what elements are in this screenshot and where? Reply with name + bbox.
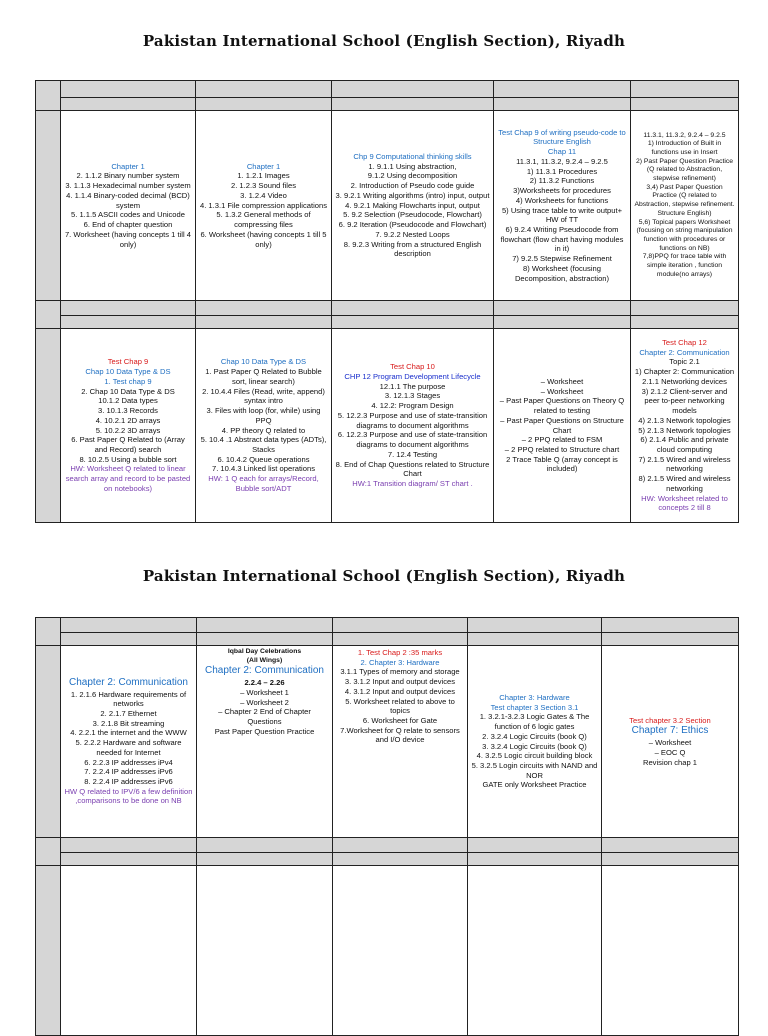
- cell-line: 5) 2.1.3 Network topologies: [638, 425, 731, 435]
- lesson-cell: [61, 355, 195, 495]
- cell-line: 4) Worksheets for functions: [515, 195, 609, 205]
- cell-line: 4. 9.2.1 Making Flowcharts input, output: [345, 200, 480, 210]
- cell-line: – 2 PPQ related to FSM: [521, 435, 603, 445]
- cell-line: 2) Past Paper Question Practice (Q related to Abstraction, stepwise refinement): [635, 157, 734, 183]
- cell-line: 6) 9.2.4 Writing Pseudocode from flowchart (flow chart having modules in it): [500, 224, 624, 254]
- cell-line: 3. 12.1.3 Stages: [384, 391, 441, 401]
- cell-line: Test Chap 10: [390, 362, 435, 372]
- cell-line: Chapter 1: [111, 161, 145, 171]
- weekly-plan-table-2: [35, 617, 739, 1036]
- header-row: [36, 618, 739, 633]
- cell-line: 5. 1.1.5 ASCII codes and Unicode: [71, 210, 185, 220]
- cell-line: 3.1.1 Types of memory and storage: [340, 667, 460, 677]
- cell-line: 5. 9.2 Selection (Pseudocode, Flowchart): [343, 210, 482, 220]
- cell-line: HW: Worksheet related to concepts 2 till 8: [641, 493, 728, 513]
- cell-line: 6. End of chapter question: [83, 220, 173, 230]
- cell-line: – Worksheet 2: [240, 697, 289, 707]
- cell-line: – Past Paper Questions on Structure Chart: [500, 415, 624, 435]
- cell-line: 2. Chap 10 Data Type & DS: [81, 386, 175, 396]
- cell-line: 2. 3.2.4 Logic Circuits (book Q): [482, 731, 587, 741]
- cell-line: Past Paper Question Practice: [214, 726, 315, 736]
- cell-line: Test Chap 9: [107, 357, 149, 367]
- cell-line: 12.1.1 The purpose: [379, 381, 446, 391]
- header-row: [36, 81, 739, 98]
- cell-line: 4. 1.1.4 Binary-coded decimal (BCD) system: [66, 190, 190, 210]
- cell-line: – EOC Q: [654, 747, 686, 757]
- lesson-cell: [196, 160, 331, 251]
- cell-line: 5. 3.2.5 Login circuits with NAND and NOR: [471, 760, 598, 780]
- cell-line: – Worksheet 1: [240, 687, 289, 697]
- cell-line: 1. 2.1.6 Hardware requirements of networks: [70, 689, 187, 709]
- cell-line: 4. 1.3.1 File compression applications: [199, 200, 328, 210]
- cell-line: 9.1.2 Using decomposition: [367, 171, 458, 181]
- cell-line: 7. 2.2.4 IP addresses iPv6: [84, 767, 173, 777]
- cell-line: 4) 2.1.3 Network topologies: [638, 415, 731, 425]
- cell-line: 7. 12.4 Testing: [387, 449, 438, 459]
- cell-line: 2.1.1 Networking devices: [642, 376, 727, 386]
- cell-line: 6. Worksheet (having concepts 1 till 5 only): [200, 229, 327, 249]
- cell-line: Chap 10 Data Type & DS: [220, 357, 307, 367]
- cell-line: 5. 1.3.2 General methods of compressing files: [216, 210, 311, 230]
- cell-line: 11.3.1, 11.3.2, 9.2.4 – 9.2.5: [643, 131, 726, 139]
- cell-line: 4. 12.2: Program Design: [371, 401, 454, 411]
- cell-line: 8. 10.2.5 Using a bubble sort: [79, 454, 177, 464]
- cell-line: 5) Using trace table to write output+ HW of TT: [501, 205, 623, 225]
- cell-line: 5. 12.2.3 Purpose and use of state-transition diagrams to document algorithms: [337, 410, 488, 430]
- cell-line: 4. PP theory Q related to: [221, 425, 306, 435]
- cell-line: 3. 1.1.3 Hexadecimal number system: [65, 181, 191, 191]
- lesson-cell: [494, 375, 630, 476]
- cell-line: 6. 2.2.3 IP addresses iPv4: [84, 757, 173, 767]
- lesson-cell: [332, 150, 493, 261]
- lesson-cell: [333, 646, 467, 747]
- cell-line: 6. 12.2.3 Purpose and use of state-transition diagrams to document algorithms: [337, 430, 488, 450]
- cell-line: 2. Introduction of Pseudo code guide: [350, 181, 475, 191]
- cell-line: – Chapter 2 End of Chapter Questions: [218, 707, 311, 727]
- cell-line: 7,8)PPQ for trace table with simple iteration , function module(no arrays): [642, 253, 727, 278]
- page-title: Pakistan International School (English Section), Riyadh: [142, 567, 626, 585]
- lesson-cell: [494, 126, 630, 286]
- cell-line: 8) 2.1.5 Wired and wireless networking: [638, 474, 731, 493]
- cell-line: Chapter 7: Ethics: [631, 725, 709, 737]
- cell-line: Test Chap 12: [662, 338, 707, 348]
- cell-line: 1. Test Chap 2 :35 marks: [357, 648, 443, 657]
- cell-line: 1) Chapter 2: Communication: [634, 367, 735, 377]
- cell-line: 3. 3.2.4 Logic Circuits (book Q): [482, 741, 587, 751]
- cell-line: 3. Files with loop (for, while) using PPQ: [206, 406, 321, 425]
- lesson-cell: [332, 360, 493, 490]
- cell-line: – 2 PPQ related to Structure chart: [504, 444, 620, 454]
- cell-line: Topic 2.1: [669, 357, 700, 367]
- cell-line: HW: 1 Q each for arrays/Record, Bubble sort/ADT: [208, 474, 319, 493]
- cell-line: 6. 10.4.2 Queue operations: [217, 454, 310, 464]
- cell-line: Chp 9 Computational thinking skills: [353, 152, 472, 162]
- cell-line: 1. Past Paper Q Related to Bubble sort, linear search): [205, 367, 322, 386]
- cell-line: Test chapter 3 Section 3.1: [490, 702, 579, 712]
- cell-line: 3. 10.1.3 Records: [98, 406, 158, 416]
- cell-line: CHP 12 Program Development Lifecycle: [344, 372, 481, 382]
- cell-line: 2. 1.2.3 Sound files: [230, 181, 296, 191]
- cell-line: 3. 1.2.4 Video: [240, 190, 287, 200]
- cell-line: 5. 10.2.2 3D arrays: [95, 425, 161, 435]
- cell-line: HW: Worksheet Q related to linear search array and record to be pasted on notebooks): [65, 464, 191, 493]
- cell-line: Chapter 2: Communication: [639, 347, 730, 357]
- cell-line: 7) 9.2.5 Stepwise Refinement: [512, 254, 612, 264]
- week-row-2: [36, 329, 739, 523]
- lesson-cell: [631, 130, 738, 282]
- cell-line: 4. 3.1.2 Input and output devices: [344, 686, 456, 696]
- cell-line: – Worksheet: [540, 376, 584, 386]
- cell-line: 6. 9.2 Iteration (Pseudocode and Flowchart): [338, 220, 487, 230]
- cell-line: 2. 10.4.4 Files (Read, write, append) syntax intro: [202, 386, 325, 406]
- cell-line: 8) Worksheet (focusing Decomposition, abstraction): [514, 263, 610, 283]
- header-row: [36, 838, 739, 853]
- cell-line: 11.3.1, 11.3.2, 9.2.4 – 9.2.5: [516, 156, 608, 166]
- cell-line: 1. 1.2.1 Images: [237, 171, 290, 181]
- cell-line: (All Wings): [246, 656, 283, 664]
- cell-line: 8. 9.2.3 Writing from a structured English description: [343, 239, 482, 259]
- cell-line: 5,6) Topical papers Worksheet (focusing on string manipulation function with procedures or functions on NB): [636, 218, 733, 252]
- cell-line: 3. 9.2.1 Writing algorithms (intro) input, output: [335, 190, 490, 200]
- cell-line: GATE only Worksheet Practice: [482, 780, 587, 790]
- cell-line: 3) 2.1.2 Client-server and peer to-peer networking models: [641, 386, 728, 416]
- cell-line: 7) 2.1.5 Wired and wireless networking: [638, 454, 731, 474]
- cell-line: – Past Paper Questions on Theory Q related to testing: [499, 396, 625, 416]
- cell-line: Chapter 3: Hardware: [499, 692, 570, 702]
- cell-line: 1. Test chap 9: [104, 376, 152, 386]
- header-row: [36, 301, 739, 316]
- cell-line: – Worksheet: [540, 386, 584, 396]
- cell-line: 4. 10.2.1 2D arrays: [95, 415, 161, 425]
- lesson-cell: [61, 675, 196, 808]
- cell-line: 6. Past Paper Q Related to (Array and Record) search: [71, 435, 185, 454]
- cell-line: Chap 10 Data Type & DS: [85, 367, 171, 377]
- cell-line: – Worksheet: [648, 738, 692, 748]
- lesson-cell: [61, 160, 195, 251]
- cell-line: HW:1 Transition diagram/ ST chart .: [352, 478, 473, 488]
- cell-line: 5. Worksheet related to above to topics: [345, 696, 455, 716]
- cell-line: 2. Chapter 3: Hardware: [360, 657, 440, 667]
- lesson-cell: [196, 355, 331, 495]
- cell-line: 2. 2.1.7 Ethernet: [100, 709, 157, 719]
- cell-line: Chap 11: [547, 147, 577, 157]
- subheader-row: [36, 853, 739, 866]
- cell-line: 2 Trace Table Q (array concept is included): [506, 454, 618, 474]
- cell-line: 6) 2.1.4 Public and private cloud computing: [640, 435, 729, 454]
- cell-line: 2. 1.1.2 Binary number system: [76, 171, 180, 181]
- cell-line: 7.Worksheet for Q relate to sensors and I/O device: [340, 725, 460, 745]
- cell-line: 7. 9.2.2 Nested Loops: [375, 229, 450, 239]
- cell-line: 4. 3.2.5 Logic circuit building block: [476, 751, 593, 761]
- cell-line: 4. 2.2.1 the internet and the WWW: [70, 728, 187, 738]
- lesson-cell: [602, 714, 738, 770]
- subheader-row: [36, 633, 739, 646]
- cell-line: 1. 9.1.1 Using abstraction,: [368, 161, 457, 171]
- week-row-3: [36, 646, 739, 838]
- cell-line: 8. End of Chap Questions related to Structure Chart: [335, 459, 490, 479]
- lesson-cell: [631, 336, 738, 515]
- week-row-1: [36, 111, 739, 301]
- cell-line: 1) Introduction of Built in functions use in Insert: [647, 140, 722, 157]
- lesson-cell: [197, 646, 332, 738]
- cell-line: 3. 3.1.2 Input and output devices: [344, 677, 456, 687]
- week-row-4: [36, 866, 739, 1036]
- cell-line: 1) 11.3.1 Procedures: [526, 166, 598, 176]
- cell-line: Chapter 1: [246, 161, 281, 171]
- cell-line: Chapter 2: Communication: [69, 676, 188, 688]
- cell-line: 3,4) Past Paper Question Practice (Q related to Abstraction, stepwise refinement. Structure English): [634, 183, 735, 217]
- lesson-cell: [468, 691, 601, 792]
- cell-line: HW Q related to IPV/6 a few definition ,comparisons to be done on NB: [64, 786, 193, 806]
- page-title: Pakistan International School (English Section), Riyadh: [142, 32, 626, 50]
- cell-line: Test chapter 3.2 Section: [629, 715, 711, 725]
- cell-line: Test Chap 9 of writing pseudo-code to Structure English: [498, 127, 626, 147]
- cell-line: 1. 3.2.1-3.2.3 Logic Gates & The function of 6 logic gates: [479, 712, 590, 732]
- cell-line: 3. 2.1.8 Bit streaming: [92, 718, 165, 728]
- cell-line: 5. 10.4 .1 Abstract data types (ADTs), Stacks: [200, 435, 327, 454]
- subheader-row: [36, 316, 739, 329]
- cell-line: Iqbal Day Celebrations: [227, 648, 302, 655]
- cell-line: 6. Worksheet for Gate: [362, 716, 438, 726]
- cell-line: 3)Worksheets for procedures: [513, 186, 611, 196]
- cell-line: Chapter 2: Communication: [205, 665, 324, 677]
- cell-line: 7. Worksheet (having concepts 1 till 4 only): [64, 229, 192, 249]
- weekly-plan-table-1: [35, 80, 739, 523]
- cell-line: 7. 10.4.3 Linked list operations: [211, 464, 315, 474]
- cell-line: 10.1.2 Data types: [98, 396, 158, 406]
- subheader-row: [36, 98, 739, 111]
- cell-line: 5. 2.2.2 Hardware and software needed for Internet: [75, 738, 182, 757]
- cell-line: 8. 2.2.4 IP addresses iPv6: [84, 777, 173, 787]
- cell-line: Revision chap 1: [642, 757, 698, 767]
- cell-line: 2.2.4 – 2.26: [244, 678, 285, 688]
- cell-line: 2) 11.3.2 Functions: [529, 176, 595, 186]
